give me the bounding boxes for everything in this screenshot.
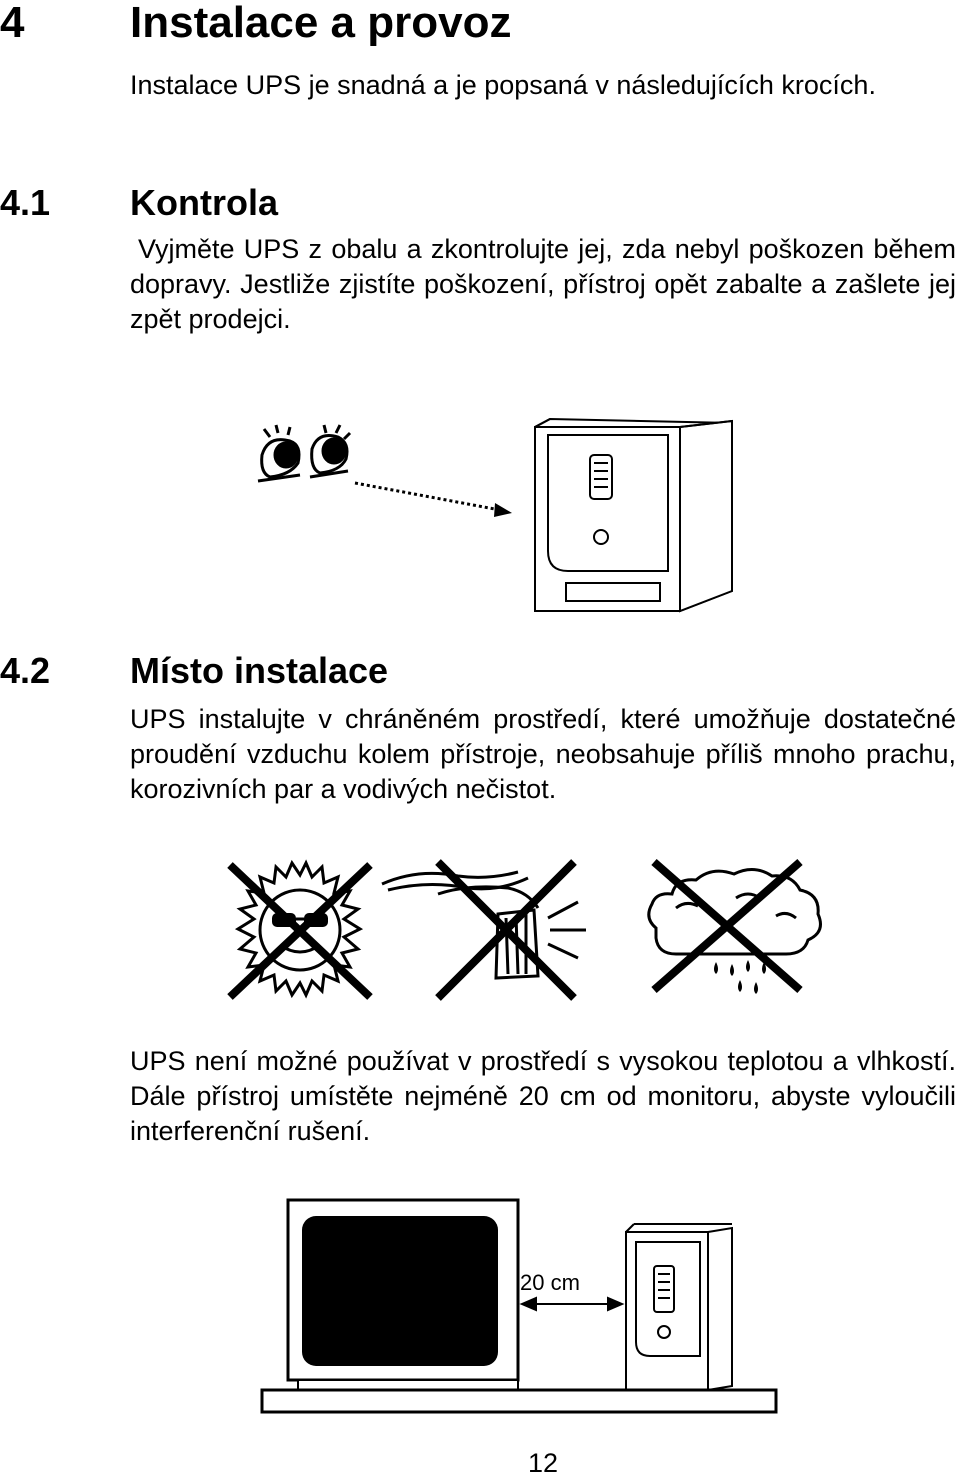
subsection-text-kontrola: Vyjměte UPS z obalu a zkontrolujte jej, zda nebyl poškozen během dopravy. Jestliže zjistíte poškození, přístroj opět zabalte a zašlete jej zpět prodejci. <box>130 234 956 334</box>
section-intro: Instalace UPS je snadná a je popsaná v následujících krocích. <box>130 70 876 100</box>
ups-unit-icon <box>535 419 732 611</box>
dotted-arrow <box>355 483 500 510</box>
distance-arrow-icon <box>522 1298 622 1310</box>
subsection-title-kontrola: Kontrola <box>130 182 278 223</box>
monitor-distance-illustration <box>258 1196 780 1426</box>
inspect-ups-illustration <box>250 415 750 620</box>
monitor-icon <box>288 1200 518 1390</box>
table-shelf <box>262 1390 776 1412</box>
no-heat-icon <box>378 858 598 1003</box>
subsection-number-4-1: 4.1 <box>0 182 51 223</box>
distance-note: UPS není možné používat v prostředí s vysokou teplotou a vlhkostí. Dále přístroj umístěte nejméně 20 cm od monitoru, abyste vyloučili interferenční rušení. <box>130 1046 956 1146</box>
eyes-icon <box>258 425 350 481</box>
subsection-title-misto-instalace: Místo instalace <box>130 650 389 691</box>
subsection-text-misto-instalace: UPS instalujte v chráněném prostředí, které umožňuje dostatečné proudění vzduchu kolem přístroje, neobsahuje příliš mnoho prachu, korozivních par a vodivých nečistot. <box>130 704 956 804</box>
subsection-number-4-2: 4.2 <box>0 650 51 691</box>
no-rain-icon <box>636 858 832 998</box>
distance-label: 20 cm <box>520 1270 580 1295</box>
section-number: 4 <box>0 0 25 47</box>
ups-unit-icon <box>626 1224 732 1390</box>
no-sun-icon <box>220 855 380 1005</box>
arrow-head-icon <box>494 503 512 517</box>
page-number: 12 <box>528 1448 559 1478</box>
section-title: Instalace a provoz <box>130 0 512 47</box>
